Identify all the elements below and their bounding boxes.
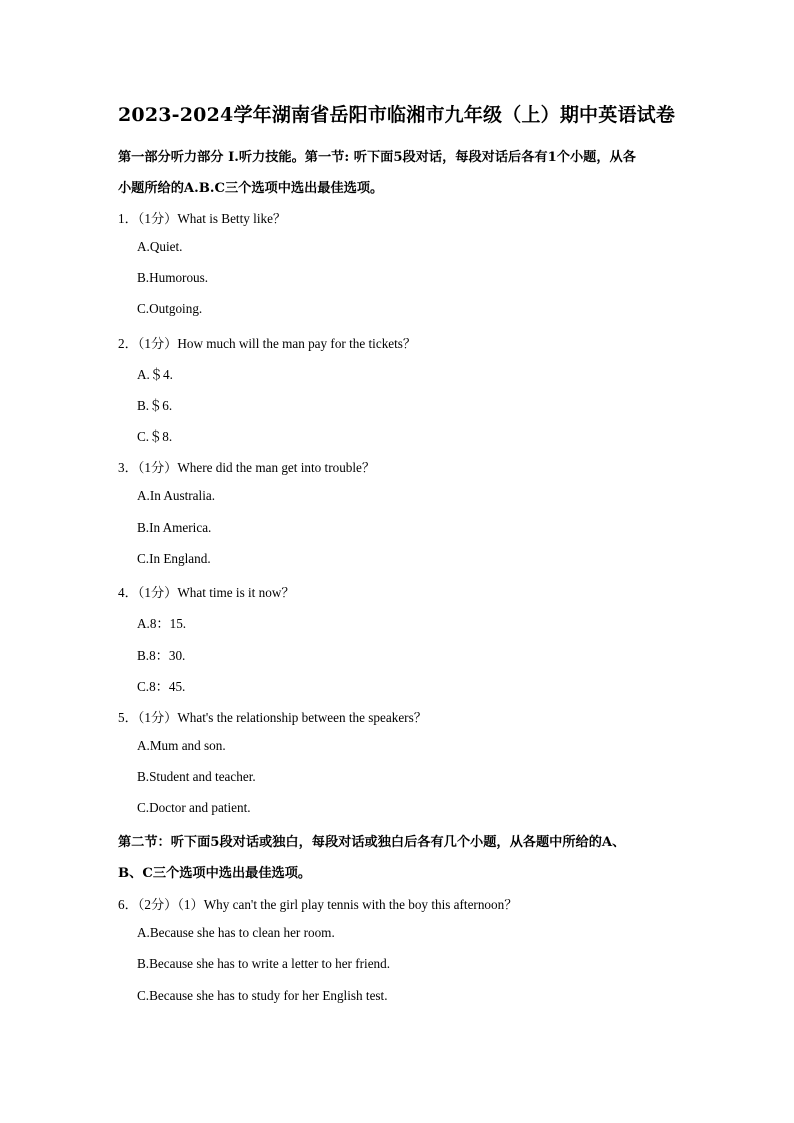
question-5-stem: 5．（1分）What's the relationship between the speakers？ bbox=[118, 710, 427, 725]
part2-instruction-line1: 第二节：听下面5段对话或独白，每段对话或独白后各有几个小题，从各题中所给的A、 bbox=[118, 835, 626, 850]
question-3-stem: 3．（1分）Where did the man get into trouble？ bbox=[118, 460, 376, 475]
question-2-option-c: C.＄8. bbox=[137, 429, 173, 444]
question-1-stem: 1．（1分）What is Betty like？ bbox=[118, 211, 287, 226]
question-4-option-b: B.8：30. bbox=[137, 648, 186, 663]
question-1-option-b: B.Humorous. bbox=[137, 270, 209, 285]
part1-instruction-line1: 第一部分听力部分 I.听力技能。第一节: 听下面5段对话，每段对话后各有1个小题，从各 bbox=[118, 150, 636, 165]
page-title: 2023-2024学年湖南省岳阳市临湘市九年级（上）期中英语试卷 bbox=[118, 104, 676, 126]
question-5-option-a: A.Mum and son. bbox=[137, 738, 226, 753]
question-6-option-c: C.Because she has to study for her English test. bbox=[137, 988, 388, 1003]
question-4-stem: 4．（1分）What time is it now？ bbox=[118, 585, 295, 600]
question-2-stem: 2．（1分）How much will the man pay for the tickets？ bbox=[118, 336, 417, 351]
question-2-option-a: A.＄4. bbox=[137, 367, 173, 382]
question-4-option-c: C.8：45. bbox=[137, 679, 186, 694]
question-2-option-b: B.＄6. bbox=[137, 398, 173, 413]
question-5-option-c: C.Doctor and patient. bbox=[137, 800, 251, 815]
question-1-option-c: C.Outgoing. bbox=[137, 301, 203, 316]
question-4-option-a: A.8：15. bbox=[137, 616, 187, 631]
question-3-option-c: C.In England. bbox=[137, 551, 211, 566]
question-6-option-a: A.Because she has to clean her room. bbox=[137, 925, 335, 940]
part2-instruction-line2: B、C三个选项中选出最佳选项。 bbox=[118, 866, 312, 881]
part1-instruction-line2: 小题所给的A.B.C三个选项中选出最佳选项。 bbox=[118, 181, 384, 196]
question-6-stem: 6．（2分）（1）Why can't the girl play tennis with the boy this afternoon？ bbox=[118, 897, 518, 912]
question-1-option-a: A.Quiet. bbox=[137, 239, 183, 254]
question-5-option-b: B.Student and teacher. bbox=[137, 769, 256, 784]
question-3-option-a: A.In Australia. bbox=[137, 488, 216, 503]
question-3-option-b: B.In America. bbox=[137, 520, 212, 535]
question-6-option-b: B.Because she has to write a letter to her friend. bbox=[137, 956, 391, 971]
